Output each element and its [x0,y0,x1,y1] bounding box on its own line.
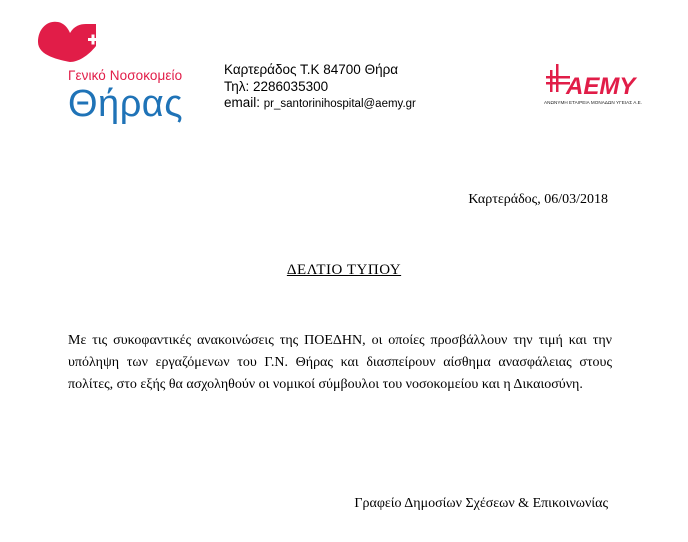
aemy-logo-text: AEMY [566,73,636,100]
document-date: Καρτεράδος, 06/03/2018 [468,192,608,207]
aemy-logo-mark-icon [544,62,644,100]
hospital-logo-name: Θήρας [68,83,184,125]
address-line: Καρτεράδος Τ.Κ 84700 Θήρα [224,62,399,77]
email-line [224,95,416,113]
document-body [68,330,612,396]
hospital-logo-subtitle: Γενικό Νοσοκομείο [68,68,183,83]
body-paragraph: Με τις συκοφαντικές ανακοινώσεις της ΠΟΕΔΗΝ, οι οποίες προσβάλλουν την τιμή και την υπόληψη των εργαζόμενων του Γ.Ν. Θήρας και διασπείρουν αίσθημα ανασφάλειας στους πολίτες, στο εξής θα ασχοληθούν οι νομικοί σύμβουλοι του νοσοκομείου και η Δικαιοσύνη. [68,333,612,392]
aemy-logo-tagline: ΑΝΩΝΥΜΗ ΕΤΑΙΡΕΙΑ ΜΟΝΑΔΩΝ ΥΓΕΙΑΣ Α.Ε. [544,100,643,105]
aemy-logo [544,62,644,116]
email-value[interactable]: pr_santorinihospital@aemy.gr [263,98,416,110]
hospital-logo [34,12,204,130]
hospital-cross-icon [34,12,114,72]
phone-line: Τηλ: 2286035300 [224,78,329,94]
email-label: email: [224,95,261,110]
document-signature: Γραφείο Δημοσίων Σχέσεων & Επικοινωνίας [354,496,608,511]
document-title: ΔΕΛΤΙΟ ΤΥΠΟΥ [286,262,402,278]
contact-block [224,62,416,113]
